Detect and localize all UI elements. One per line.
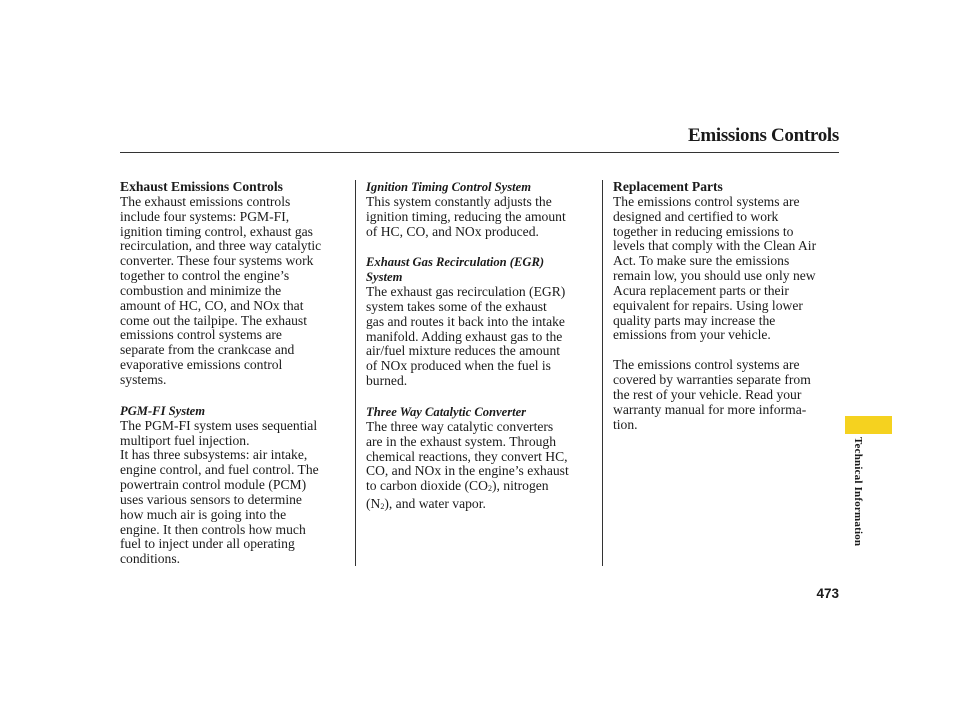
heading-replacement-parts: Replacement Parts <box>613 179 723 194</box>
catalytic-text-c: ), and water vapor. <box>384 496 486 512</box>
column-3 <box>613 180 841 433</box>
section-label: Technical Information <box>852 437 864 547</box>
heading-exhaust-emissions-controls: Exhaust Emissions Controls <box>120 179 283 194</box>
paragraph-exhaust-emissions: The exhaust emissions controls include four systems: PGM-FI, ignition timing control, exhaust gas recirculation, and three way catalytic converter. These four systems work together to control the engine’s combustion and minimize the amount of HC, CO, and NOx that come out the tailpipe. The exhaust emissions control systems are separate from the crankcase and evaporative emissions control systems. <box>120 193 322 387</box>
heading-egr-system: Exhaust Gas Recirculation (EGR) System <box>366 255 545 285</box>
column-divider-left <box>355 180 356 566</box>
paragraph-pgm-fi: The PGM-FI system uses sequential multiport fuel injection. It has three subsystems: air intake, engine control, and fuel control. The powertrain control module (PCM) uses various sensors to determine how much air is going into the engine. It then controls how much fuel to inject under all operating conditions. <box>120 417 319 567</box>
page-title: Emissions Controls <box>687 125 839 146</box>
heading-catalytic-converter: Three Way Catalytic Converter <box>366 404 527 419</box>
n2-subscript: 2 <box>380 502 385 512</box>
co2-subscript: 2 <box>487 484 492 494</box>
catalytic-text-a: The three way catalytic converters are in the exhaust system. Through chemical reactions, they convert HC, CO, and NOx in the engine’s exhaust to carbon dioxide (CO <box>366 418 569 494</box>
paragraph-replacement-parts: The emissions control systems are designed and certified to work together in reducing emissions to levels that comply with the Clean Air Act. To make sure the emissions remain low, you should use only new Acura replacement parts or their equivalent for repairs. Using lower quality parts may increase the emissions from your vehicle. <box>613 193 817 343</box>
catalytic-text-b: ), nitrogen (N <box>366 478 549 512</box>
heading-pgm-fi-system: PGM-FI System <box>120 403 206 418</box>
column-divider-right <box>602 180 603 566</box>
column-1 <box>120 180 346 567</box>
column-2 <box>366 180 596 515</box>
page-number: 473 <box>816 586 839 601</box>
paragraph-egr: The exhaust gas recirculation (EGR) system takes some of the exhaust gas and routes it back into the intake manifold. Adding exhaust gas to the air/fuel mixture reduces the amount of NOx produced when the fuel is burned. <box>366 284 566 389</box>
paragraph-catalytic-converter <box>366 420 596 515</box>
paragraph-warranties: The emissions control systems are covered by warranties separate from the rest of your vehicle. Read your warranty manual for more informa- tion. <box>613 357 811 432</box>
header-rule <box>120 152 839 153</box>
paragraph-ignition-timing: This system constantly adjusts the ignition timing, reducing the amount of HC, CO, and NOx produced. <box>366 193 566 239</box>
section-tab <box>845 416 892 434</box>
heading-ignition-timing: Ignition Timing Control System <box>366 180 532 194</box>
